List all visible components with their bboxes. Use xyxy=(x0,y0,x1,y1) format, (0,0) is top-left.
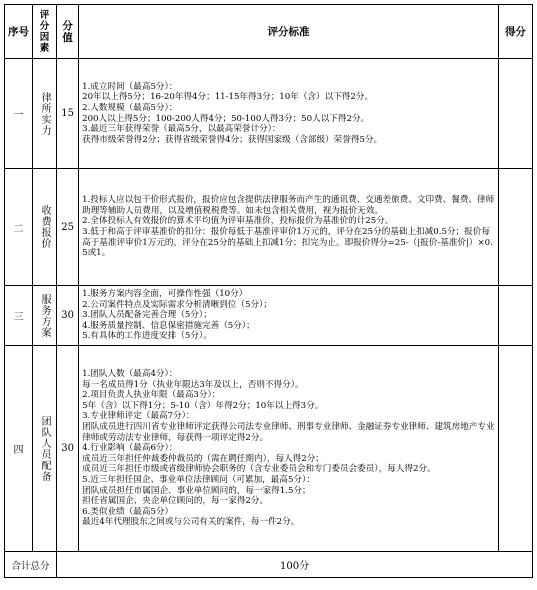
standard-line: 20年以上得5分；16-20年得4分；11-15年得3分；10年（含）以下得2分。 xyxy=(82,92,374,103)
row-no: 四 xyxy=(5,346,33,552)
row-standard xyxy=(79,169,499,286)
standard-line: 5.有具体的工作进度安排（5分）。 xyxy=(82,331,212,342)
row-obtained xyxy=(498,59,532,169)
standard-line: 3.团队人员配备完善合理（5分）； xyxy=(82,310,212,321)
table-row xyxy=(5,286,533,346)
standard-line: 团队成员担任市属国企、事业单位顾问的，每一家得1.5分； xyxy=(82,485,311,496)
header-score-text: 分值 xyxy=(62,19,73,44)
standard-line: 3.最近三年获得荣誉（最高5分，以最高荣誉计分）： xyxy=(82,124,281,135)
standard-line: 4.行业影响（最高6分）： xyxy=(82,443,178,454)
header-score xyxy=(57,5,79,59)
standard-line: 5年（含）以下得1分；5-10（含）年得2分；10年以上得3分。 xyxy=(82,400,324,411)
standard-line: 3.低于和高于评审基准价的扣分：报价每低于基准评审价1万元的，评分在25分的基础上扣减0.5分；报价每高于基准评审价1万元的，评分在25分的基础上扣减1分；扣完为止。即报价得分=25-（|报价-基准价|）×0.5或1。 xyxy=(82,227,493,259)
row-obtained xyxy=(498,169,532,286)
header-obtained: 得分 xyxy=(498,5,532,59)
standard-line: 1.团队人数（最高4分）： xyxy=(82,369,178,380)
standard-line: 3.专业律师评定（最高7分）： xyxy=(82,411,195,422)
standard-line: 4.服务质量控制、信息保密措施完善（5分）； xyxy=(82,320,255,331)
standard-line: 2.项目负责人执业年限（最高3分）： xyxy=(82,390,221,401)
row-score: 30 xyxy=(57,346,79,552)
row-standard xyxy=(79,59,499,169)
standard-line: 团队成员进行四川省专业律师评定获得公司法专业律师、刑事专业律师、金融证券专业律师、建筑房地产专业律师或劳动法专业律师，每获得一项评定得2分。 xyxy=(82,422,495,443)
standard-line: 1.投标人应以包干价形式报价，报价应包含提供法律服务而产生的通讯费、交通差旅费、文印费、餐费、律师助理等辅助人员费用，以及增值税税费等。如未包含相关费用，视为报价无效。 xyxy=(82,195,495,216)
row-factor xyxy=(33,346,57,552)
total-label: 合计总分 xyxy=(5,552,57,578)
standard-line: 6.类似业绩（最高5分） xyxy=(82,506,174,517)
row-factor-text: 收费报价 xyxy=(39,205,51,249)
standard-line: 每一名成员得1分（执业年限达3年及以上，否则不得分）。 xyxy=(82,379,304,390)
row-score: 30 xyxy=(57,286,79,346)
table-row xyxy=(5,169,533,286)
standard-line: 5.近三年担任国企、事业单位法律顾问（可累加，最高5分）： xyxy=(82,474,315,485)
table-row xyxy=(5,346,533,552)
scoring-table xyxy=(4,4,533,578)
header-factor-text: 评分因素 xyxy=(39,9,50,54)
standard-line: 1.成立时间（最高5分）： xyxy=(82,81,178,92)
row-standard xyxy=(79,346,499,552)
row-no: 一 xyxy=(5,59,33,169)
standard-line: 成员近三年担任仲裁委仲裁员的（需在聘任期内），每人得2分； xyxy=(82,453,324,464)
total-row xyxy=(5,552,533,578)
row-factor xyxy=(33,169,57,286)
header-factor xyxy=(33,5,57,59)
row-factor-text: 服务方案 xyxy=(39,293,51,338)
standard-line: 最近4年代理股东之间或与公司有关的案件，每一件2分。 xyxy=(82,517,300,528)
standard-line: 2.公司案件特点及实际需求分析清晰到位（5分）； xyxy=(82,299,272,310)
row-obtained xyxy=(498,286,532,346)
row-score: 15 xyxy=(57,59,79,169)
row-factor-text: 团队人员配备 xyxy=(39,415,51,482)
row-factor-text: 律所实力 xyxy=(39,91,51,136)
header-row xyxy=(5,5,533,59)
standard-line: 2.全体投标人有效报价的算术平均值为评审基准价，投标报价为基准价的计25分。 xyxy=(82,216,394,227)
standard-line: 200人以上得5分；100-200人得4分；50-100人得3分；50人以下得2分。 xyxy=(82,113,370,124)
standard-line: 成员近三年担任市级或省级律师协会职务的（含专业委员会和专门委员会委员），每人得2分。 xyxy=(82,464,436,475)
row-score: 25 xyxy=(57,169,79,286)
row-factor xyxy=(33,286,57,346)
table-row xyxy=(5,59,533,169)
standard-line: 担任省属国企、央企单位顾问的，每一家得2分。 xyxy=(82,496,269,507)
row-obtained xyxy=(498,346,532,552)
header-no: 序号 xyxy=(5,5,33,59)
standard-line: 获得市级荣誉得2分；获得省级荣誉得4分；获得国家级（含部级）荣誉得5分。 xyxy=(82,134,383,145)
standard-line: 2.人数规模（最高5分）： xyxy=(82,102,178,113)
total-value: 100分 xyxy=(57,552,533,578)
row-standard xyxy=(79,286,499,346)
header-standard: 评分标准 xyxy=(79,5,499,59)
row-no: 二 xyxy=(5,169,33,286)
row-no: 三 xyxy=(5,286,33,346)
standard-line: 1.服务方案内容全面，可操作性强（10分） xyxy=(82,289,248,300)
row-factor xyxy=(33,59,57,169)
